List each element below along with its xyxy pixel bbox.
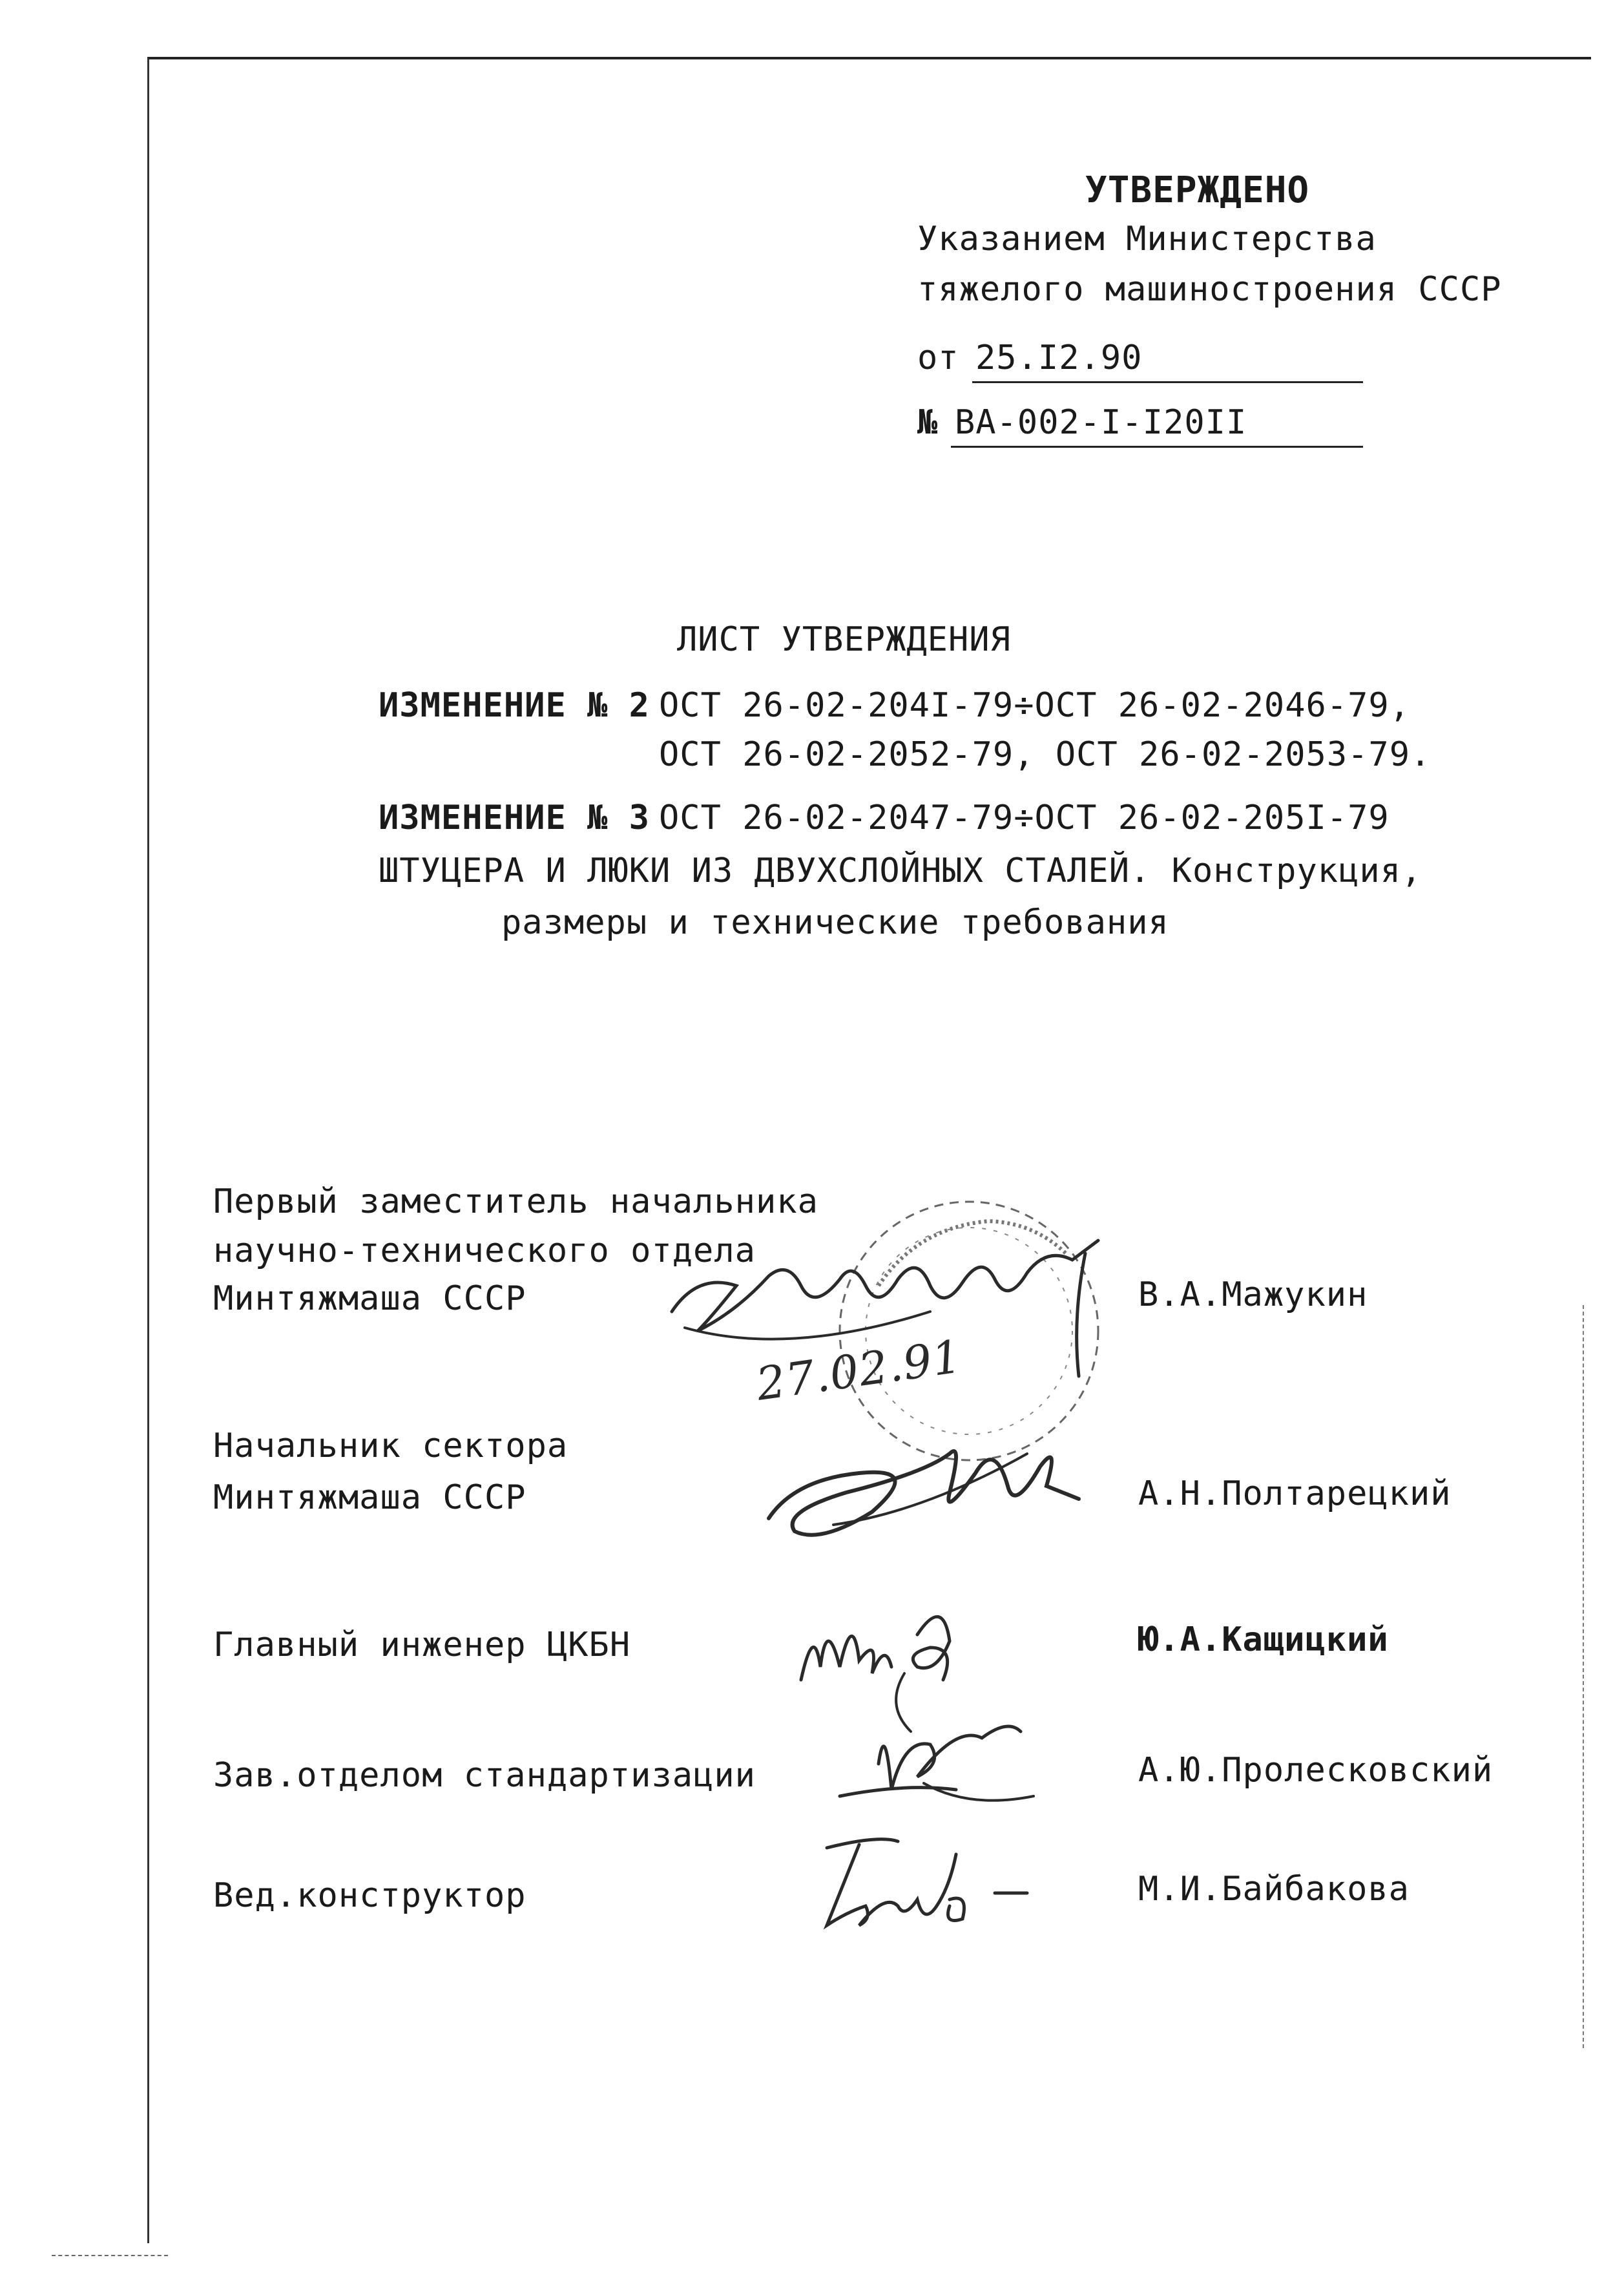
signatory-position: Главный инженер ЦКБН [213,1626,631,1664]
change-2-line2: ОСТ 26-02-2052-79, ОСТ 26-02-2053-79. [659,735,1431,774]
change-2-label: ИЗМЕНЕНИЕ № 2 [379,686,650,725]
signature-date: 27.02.91 [753,1330,965,1411]
approval-date-underline [972,381,1363,383]
signatory-name: А.Н.Полтарецкий [1138,1474,1452,1513]
signatory-position: научно-технического отдела [213,1231,756,1270]
change-2-line1: ОСТ 26-02-204I-79÷ОСТ 26-02-2046-79, [659,686,1411,725]
signatory-name: В.А.Мажукин [1138,1275,1368,1314]
signatory-position: Начальник сектора [213,1427,568,1465]
approval-number: ВА-002-I-I20II [955,403,1247,442]
signatory-name: М.И.Байбакова [1138,1870,1410,1909]
signature-poltaretsky [756,1415,1092,1551]
signatory-position: Минтяжмаша СССР [213,1279,526,1318]
approval-ministry-line1: Указанием Министерства [917,220,1377,258]
signatory-position: Зав.отделом стандартизации [213,1756,756,1795]
sheet-title: ЛИСТ УТВЕРЖДЕНИЯ [677,620,1011,659]
signatory-position: Минтяжмаша СССР [213,1478,526,1517]
approval-number-prefix: № [917,403,939,442]
signature-proleskovsky [827,1699,1059,1828]
subject-line2: размеры и технические требования [501,903,1169,942]
change-3-label: ИЗМЕНЕНИЕ № 3 [379,799,650,837]
approval-date: 25.I2.90 [975,339,1143,377]
signatory-name: Ю.А.Кащицкий [1138,1620,1389,1659]
signatory-position: Первый заместитель начальника [213,1182,818,1221]
scan-margin-mark [52,2255,168,2256]
approval-ministry-line2: тяжелого машиностроения СССР [917,270,1502,309]
page-border-right-dashed [1583,1305,1584,2048]
change-3-line1: ОСТ 26-02-2047-79÷ОСТ 26-02-205I-79 [659,799,1390,837]
signature-baibakova [801,1828,1046,1938]
approval-heading: УТВЕРЖДЕНО [1085,169,1310,211]
signatory-position: Вед.конструктор [213,1876,526,1915]
approval-number-underline [951,446,1363,448]
approval-date-prefix: от [917,339,959,377]
subject-line1: ШТУЦЕРА И ЛЮКИ ИЗ ДВУХСЛОЙНЫХ СТАЛЕЙ. Конструкция, [379,852,1422,890]
signatory-name: А.Ю.Пролесковский [1138,1751,1494,1790]
